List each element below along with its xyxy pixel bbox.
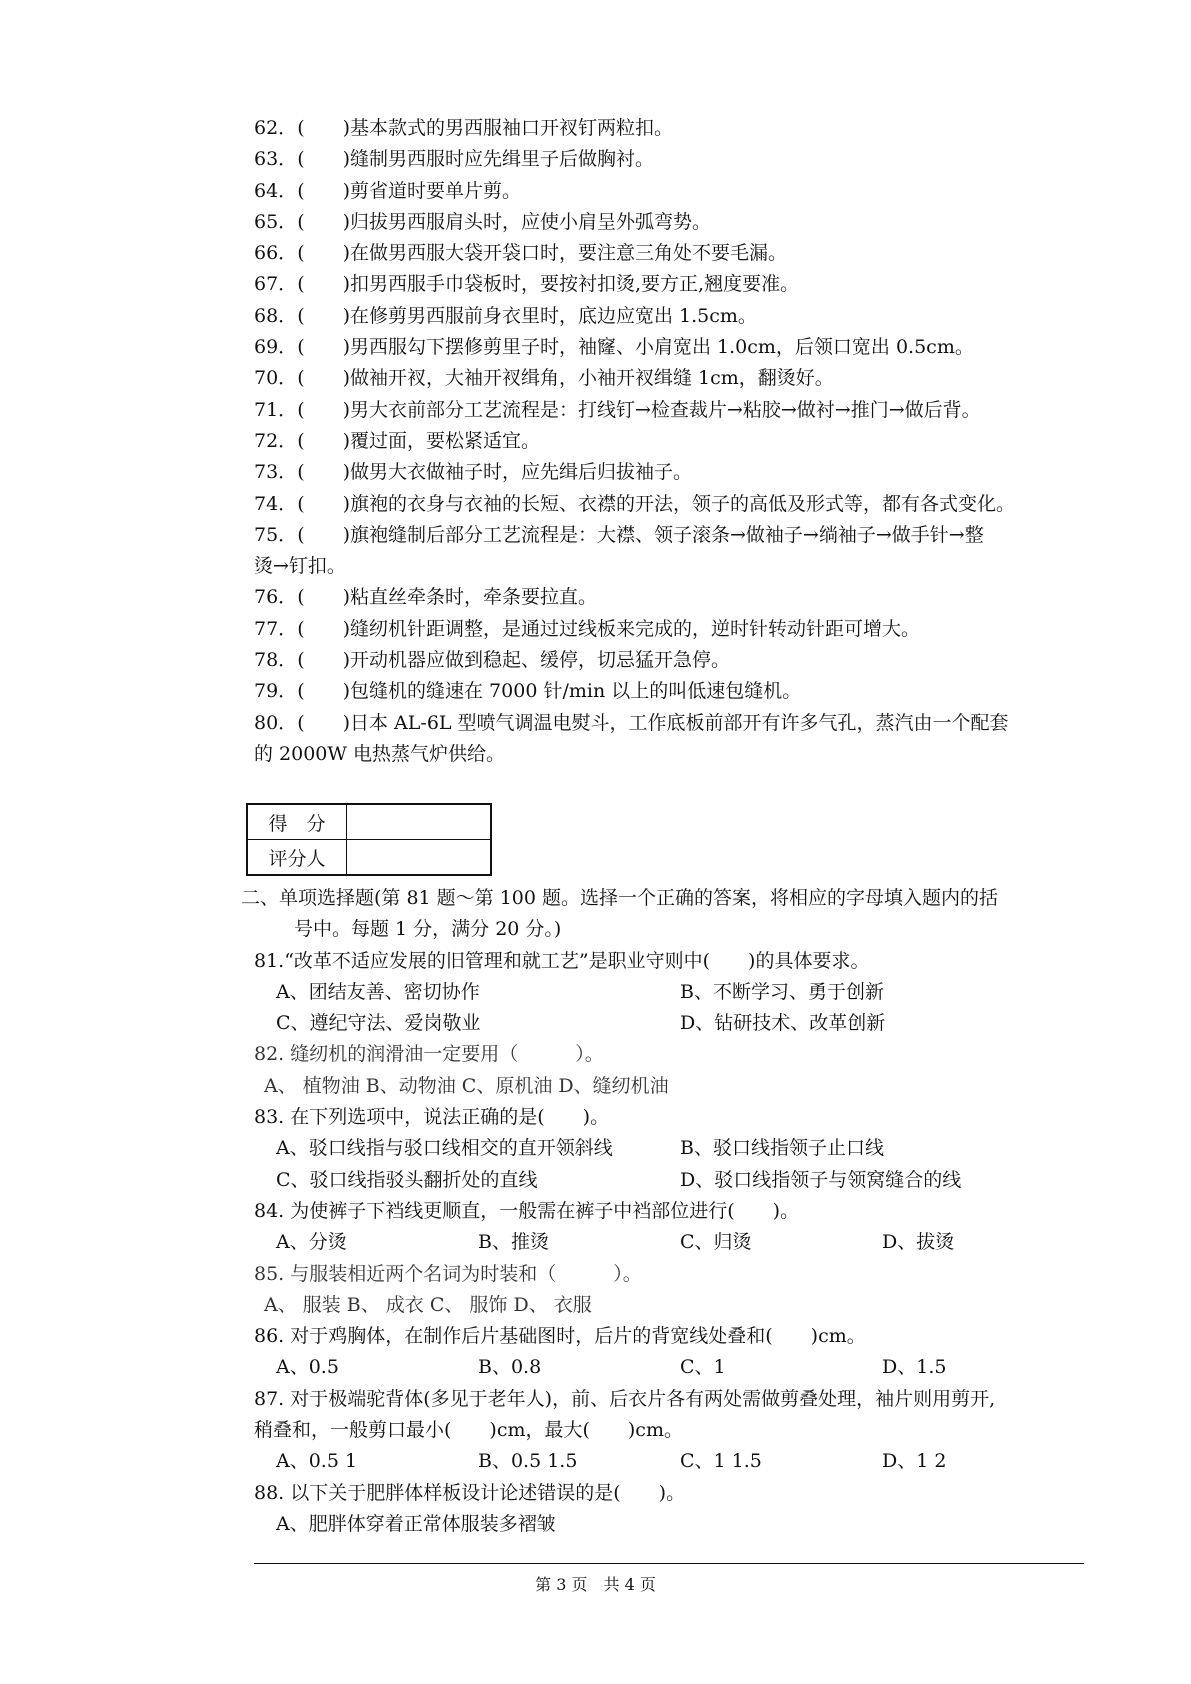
item-number: 77． (254, 617, 298, 640)
question-87-cont: 稍叠和，一般剪口最小( )cm，最大( )cm。 (254, 1419, 683, 1442)
answer-blank[interactable]: ( ) (297, 461, 351, 484)
answer-blank[interactable]: ( ) (297, 367, 351, 390)
section-heading-cont: 号中。每题 1 分，满分 20 分。) (294, 918, 562, 941)
item-text: 缝纫机针距调整，是通过过线板来完成的，逆时针转动针距可增大。 (350, 617, 921, 640)
item-number: 74． (254, 492, 298, 515)
item-number: 78． (254, 649, 298, 672)
option-a: A、0.5 1 (276, 1450, 358, 1473)
question-86: 86. 对于鸡胸体，在制作后片基础图时，后片的背宽线处叠和( )cm。 (254, 1325, 866, 1348)
option-a: A、0.5 (276, 1356, 339, 1379)
answer-blank[interactable]: ( ) (297, 148, 351, 171)
option-b: B、驳口线指领子止口线 (680, 1137, 884, 1160)
item-number: 62． (254, 117, 298, 139)
item-text: 基本款式的男西服袖口开衩钉两粒扣。 (350, 117, 674, 139)
item-text: 剪省道时要单片剪。 (350, 179, 522, 202)
item-text-continued: 的 2000W 电热蒸气炉供给。 (254, 742, 505, 765)
answer-blank[interactable]: ( ) (297, 492, 351, 515)
answer-blank[interactable]: ( ) (297, 117, 351, 139)
item-text: 开动机器应做到稳起、缓停，切忌猛开急停。 (350, 649, 731, 672)
question-85: 85. 与服装相近两个名词为时装和（ ）。 (254, 1262, 642, 1285)
item-number: 72． (254, 429, 298, 452)
true-false-item (254, 489, 1084, 520)
item-number: 66． (254, 242, 298, 265)
item-number: 65． (254, 210, 298, 233)
option-b: B、推烫 (478, 1231, 549, 1254)
item-text: 男大衣前部分工艺流程是：打线钉→检查裁片→粘胶→做衬→推门→做后背。 (350, 398, 981, 421)
question-84: 84. 为使裤子下裆线更顺直，一般需在裤子中裆部位进行( )。 (254, 1199, 800, 1222)
item-number: 71． (254, 398, 298, 421)
item-text: 做男大衣做袖子时，应先缉后归拔袖子。 (350, 461, 693, 484)
true-false-list (254, 113, 1084, 770)
item-number: 80． (254, 711, 298, 734)
true-false-item (254, 520, 1084, 551)
item-text: 男西服勾下摆修剪里子时，袖窿、小肩宽出 1.0cm，后领口宽出 0.5cm。 (350, 336, 974, 359)
question-81: 81.“改革不适应发展的旧管理和就工艺”是职业守则中( )的具体要求。 (254, 949, 870, 972)
option-a: A、分烫 (276, 1231, 347, 1254)
option-b: B、0.8 (478, 1356, 542, 1379)
answer-blank[interactable]: ( ) (297, 336, 351, 359)
answer-blank[interactable]: ( ) (297, 523, 351, 546)
true-false-item (254, 676, 1084, 707)
option-b: B、0.5 1.5 (478, 1450, 578, 1473)
item-text: 包缝机的缝速在 7000 针/min 以上的叫低速包缝机。 (350, 680, 802, 703)
true-false-item (254, 363, 1084, 394)
item-number: 76． (254, 586, 298, 609)
item-text: 扣男西服手巾袋板时，要按衬扣烫,要方正,翘度要准。 (350, 273, 800, 296)
option-a: A、团结友善、密切协作 (276, 980, 480, 1003)
question-83-options-1 (254, 1133, 1084, 1164)
question-87: 87. 对于极端驼背体(多见于老年人)，前、后衣片各有两处需做剪叠处理，袖片则用剪开, (254, 1387, 996, 1410)
answer-blank[interactable]: ( ) (297, 429, 351, 452)
true-false-item (254, 269, 1084, 300)
answer-blank[interactable]: ( ) (297, 649, 351, 672)
option-d: D、1 2 (882, 1450, 947, 1473)
item-number: 67． (254, 273, 298, 296)
option-c: C、遵纪守法、爱岗敬业 (276, 1012, 481, 1035)
question-88-option-a: A、肥胖体穿着正常体服装多褶皱 (276, 1512, 556, 1535)
item-number: 73． (254, 461, 298, 484)
score-table (246, 803, 492, 876)
true-false-item (254, 614, 1084, 645)
question-81-options-1 (254, 977, 1084, 1008)
answer-blank[interactable]: ( ) (297, 617, 351, 640)
answer-blank[interactable]: ( ) (297, 242, 351, 265)
option-c: C、1 (680, 1356, 726, 1379)
score-label: 得 分 (247, 804, 347, 840)
item-number: 75． (254, 523, 298, 546)
question-84-options (254, 1227, 1084, 1258)
item-text: 在做男西服大袋开袋口时，要注意三角处不要毛漏。 (350, 242, 788, 265)
item-text: 粘直丝牵条时，牵条要拉直。 (350, 586, 598, 609)
question-83: 83. 在下列选项中，说法正确的是( )。 (254, 1106, 610, 1129)
true-false-item (254, 113, 1084, 144)
question-81-options-2 (254, 1008, 1084, 1039)
section-heading: 二、单项选择题(第 81 题～第 100 题。选择一个正确的答案，将相应的字母填入题内的括 (241, 887, 999, 909)
item-number: 64． (254, 179, 298, 202)
page-number: 第 3 页 共 4 页 (535, 1575, 656, 1594)
multiple-choice-section (241, 883, 1084, 1540)
item-text: 归拔男西服肩头时，应使小肩呈外弧弯势。 (350, 210, 712, 233)
answer-blank[interactable]: ( ) (297, 586, 351, 609)
item-number: 70． (254, 367, 298, 390)
item-text: 旗袍的衣身与衣袖的长短、衣襟的开法，领子的高低及形式等，都有各式变化。 (350, 492, 1016, 515)
true-false-item (254, 582, 1084, 613)
answer-blank[interactable]: ( ) (297, 179, 351, 202)
option-a: A、驳口线指与驳口线相交的直开领斜线 (276, 1137, 613, 1160)
answer-blank[interactable]: ( ) (297, 398, 351, 421)
option-d: D、拔烫 (882, 1231, 955, 1254)
option-b: B、不断学习、勇于创新 (680, 980, 884, 1003)
question-82-options: A、 植物油 B、动物油 C、原机油 D、缝纫机油 (264, 1074, 669, 1097)
true-false-item (254, 426, 1084, 457)
option-d: D、钻研技术、改革创新 (680, 1012, 886, 1035)
true-false-section (254, 113, 1084, 770)
question-87-options (254, 1446, 1084, 1477)
true-false-item (254, 645, 1084, 676)
item-text: 旗袍缝制后部分工艺流程是：大襟、领子滚条→做袖子→绱袖子→做手针→整 (350, 523, 984, 546)
item-number: 69． (254, 336, 298, 359)
question-82: 82. 缝纫机的润滑油一定要用（ ）。 (254, 1043, 604, 1066)
item-number: 68． (254, 304, 298, 327)
score-cell[interactable] (347, 804, 492, 840)
question-86-options (254, 1352, 1084, 1383)
true-false-item (254, 301, 1084, 332)
item-text: 日本 AL-6L 型喷气调温电熨斗，工作底板前部开有许多气孔，蒸汽由一个配套 (350, 711, 1009, 734)
option-c: C、1 1.5 (680, 1450, 762, 1473)
option-d: D、驳口线指领子与领窝缝合的线 (680, 1168, 962, 1191)
true-false-item (254, 395, 1084, 426)
question-83-options-2 (254, 1165, 1084, 1196)
item-text: 覆过面，要松紧适宜。 (350, 429, 541, 452)
true-false-item (254, 176, 1084, 207)
true-false-item (254, 708, 1084, 739)
item-text-continued: 烫→钉扣。 (254, 555, 346, 578)
item-number: 79． (254, 680, 298, 703)
question-88: 88. 以下关于肥胖体样板设计论述错误的是( )。 (254, 1481, 686, 1504)
grader-cell[interactable] (347, 840, 492, 876)
item-text: 在修剪男西服前身衣里时，底边应宽出 1.5cm。 (350, 304, 757, 327)
answer-blank[interactable]: ( ) (297, 680, 351, 703)
grader-label: 评分人 (247, 840, 347, 876)
question-85-options: A、 服装 B、 成衣 C、 服饰 D、 衣服 (264, 1293, 592, 1316)
true-false-item (254, 144, 1084, 175)
true-false-item (254, 207, 1084, 238)
answer-blank[interactable]: ( ) (297, 273, 351, 296)
item-text: 缝制男西服时应先缉里子后做胸衬。 (350, 148, 655, 171)
option-c: C、归烫 (680, 1231, 752, 1254)
true-false-item (254, 457, 1084, 488)
true-false-item (254, 238, 1084, 269)
answer-blank[interactable]: ( ) (297, 210, 351, 233)
footer-rule (254, 1563, 1084, 1564)
answer-blank[interactable]: ( ) (297, 304, 351, 327)
item-text: 做袖开衩，大袖开衩缉角，小袖开衩缉缝 1cm，翻烫好。 (350, 367, 834, 390)
answer-blank[interactable]: ( ) (297, 711, 351, 734)
option-d: D、1.5 (882, 1356, 947, 1379)
item-number: 63． (254, 148, 298, 171)
true-false-item (254, 332, 1084, 363)
option-c: C、驳口线指驳头翻折处的直线 (276, 1168, 538, 1191)
